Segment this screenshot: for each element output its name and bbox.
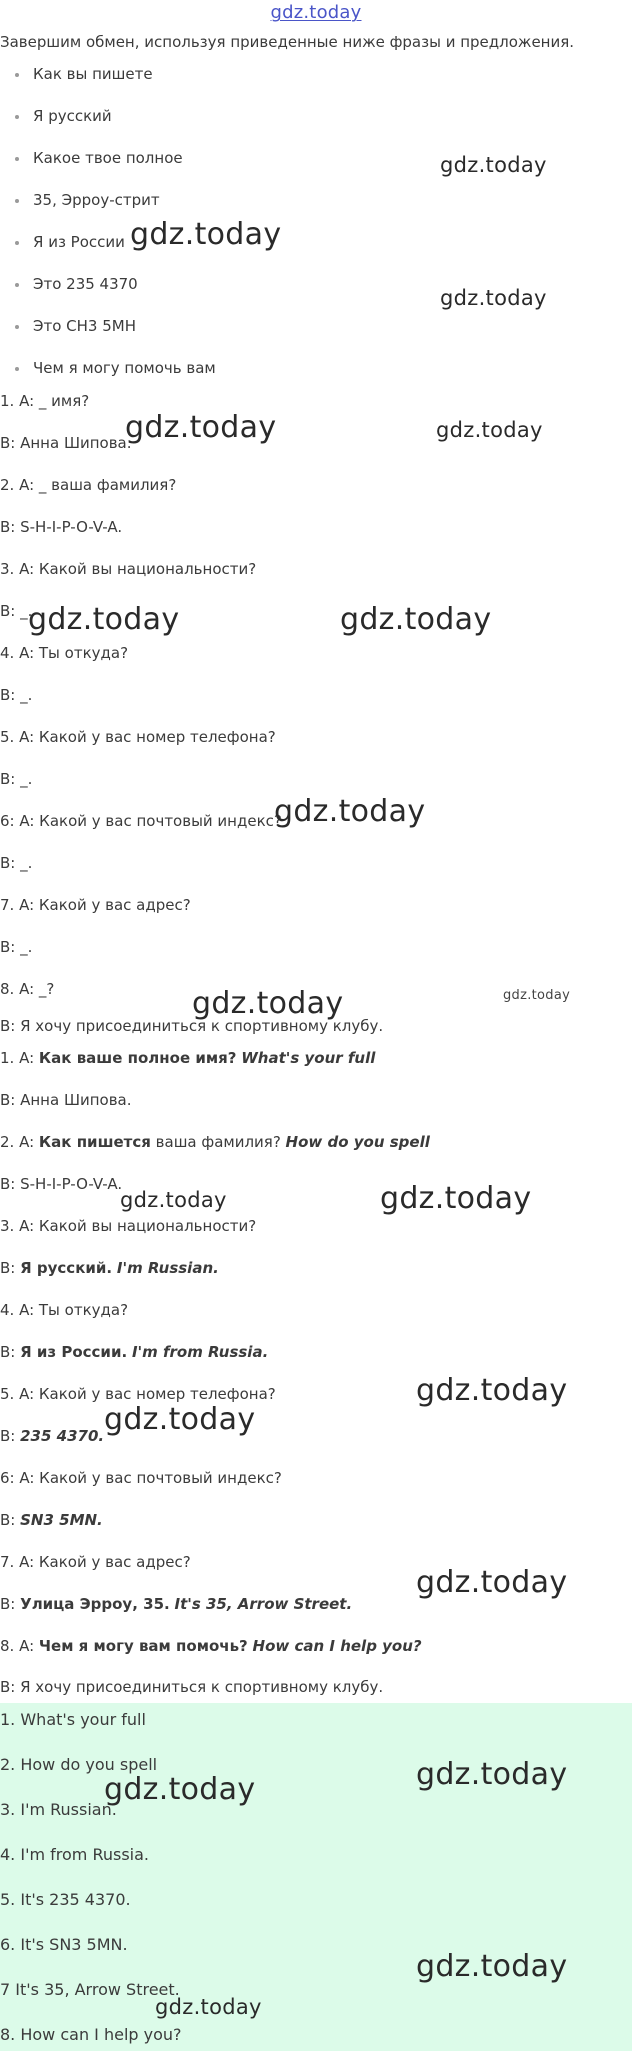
watermark: gdz.today (130, 217, 282, 252)
solution-line: 4. A: Ты откуда? (0, 1301, 129, 1319)
exercise-line: 2. A: _ ваша фамилия? (0, 476, 177, 494)
phrase-item: Чем я могу помочь вам (15, 359, 216, 377)
solution-line: B: Я из России. I'm from Russia. (0, 1343, 269, 1361)
phrase-item: Это 235 4370 (15, 275, 138, 293)
watermark: gdz.today (104, 1402, 256, 1437)
watermark: gdz.today (416, 1949, 568, 1984)
answer-line: 5. It's 235 4370. (0, 1890, 131, 1909)
exercise-line: B: _. (0, 854, 33, 872)
solution-line: B: Улица Эрроу, 35. It's 35, Arrow Street. (0, 1595, 353, 1613)
phrase-item: Как вы пишете (15, 65, 153, 83)
watermark: gdz.today (104, 1772, 256, 1807)
watermark: gdz.today (436, 418, 543, 442)
solution-line: 2. A: Как пишется ваша фамилия? How do you spell (0, 1133, 430, 1151)
exercise-line: 3. A: Какой вы национальности? (0, 560, 257, 578)
solution-line: 8. A: Чем я могу вам помочь? How can I help you? (0, 1637, 422, 1655)
solution-line: B: S-H-I-P-O-V-A. (0, 1175, 123, 1193)
solution-line: 3. A: Какой вы национальности? (0, 1217, 257, 1235)
exercise-line: B: S-H-I-P-O-V-A. (0, 518, 123, 536)
solution-line: B: SN3 5MN. (0, 1511, 103, 1529)
site-title-link[interactable]: gdz.today (270, 2, 362, 23)
solution-line: 5. A: Какой у вас номер телефона? (0, 1385, 276, 1403)
answers-box (0, 1703, 632, 2051)
exercise-line: B: _. (0, 602, 33, 620)
exercise-line: 5. A: Какой у вас номер телефона? (0, 728, 276, 746)
solution-line: B: Я хочу присоединиться к спортивному клубу. (0, 1678, 384, 1696)
phrase-item: Это СН3 5МН (15, 317, 136, 335)
answer-line: 2. How do you spell (0, 1755, 158, 1774)
phrase-item: Какое твое полное (15, 149, 183, 167)
phrase-item: Я русский (15, 107, 112, 125)
answer-line: 7 It's 35, Arrow Street. (0, 1980, 180, 1999)
watermark: gdz.today (192, 986, 344, 1021)
exercise-line: B: _. (0, 770, 33, 788)
solution-line: 6: A: Какой у вас почтовый индекс? (0, 1469, 282, 1487)
watermark: gdz.today (416, 1373, 568, 1408)
watermark: gdz.today (125, 410, 277, 445)
intro-text: Завершим обмен, используя приведенные ниже фразы и предложения. (0, 33, 575, 51)
watermark: gdz.today (155, 1995, 262, 2019)
watermark: gdz.today (416, 1757, 568, 1792)
exercise-line: B: Я хочу присоединиться к спортивному клубу. (0, 1017, 384, 1035)
exercise-line: B: _. (0, 686, 33, 704)
exercise-line: 1. A: _ имя? (0, 392, 90, 410)
exercise-line: 4. A: Ты откуда? (0, 644, 129, 662)
watermark: gdz.today (340, 602, 492, 637)
watermark: gdz.today (503, 988, 571, 1003)
watermark: gdz.today (120, 1188, 227, 1212)
watermark: gdz.today (416, 1565, 568, 1600)
watermark: gdz.today (440, 286, 547, 310)
exercise-line: 7. A: Какой у вас адрес? (0, 896, 191, 914)
exercise-line: 6: A: Какой у вас почтовый индекс? (0, 812, 282, 830)
solution-line: 7. A: Какой у вас адрес? (0, 1553, 191, 1571)
solution-line: B: Я русский. I'm Russian. (0, 1259, 219, 1277)
watermark: gdz.today (274, 794, 426, 829)
watermark: gdz.today (28, 602, 180, 637)
phrase-item: 35, Эрроу-стрит (15, 191, 160, 209)
exercise-line: 8. A: _? (0, 980, 55, 998)
answer-line: 1. What's your full (0, 1710, 146, 1729)
answer-line: 6. It's SN3 5MN. (0, 1935, 128, 1954)
solution-line: B: Анна Шипова. (0, 1091, 132, 1109)
exercise-line: B: Анна Шипова. (0, 434, 132, 452)
exercise-line: B: _. (0, 938, 33, 956)
watermark: gdz.today (380, 1181, 532, 1216)
answer-line: 3. I'm Russian. (0, 1800, 117, 1819)
watermark: gdz.today (440, 153, 547, 177)
answer-line: 8. How can I help you? (0, 2025, 182, 2044)
solution-line: B: 235 4370. (0, 1427, 105, 1445)
phrase-item: Я из России (15, 233, 125, 251)
solution-line: 1. A: Как ваше полное имя? What's your full (0, 1049, 376, 1067)
answer-line: 4. I'm from Russia. (0, 1845, 150, 1864)
